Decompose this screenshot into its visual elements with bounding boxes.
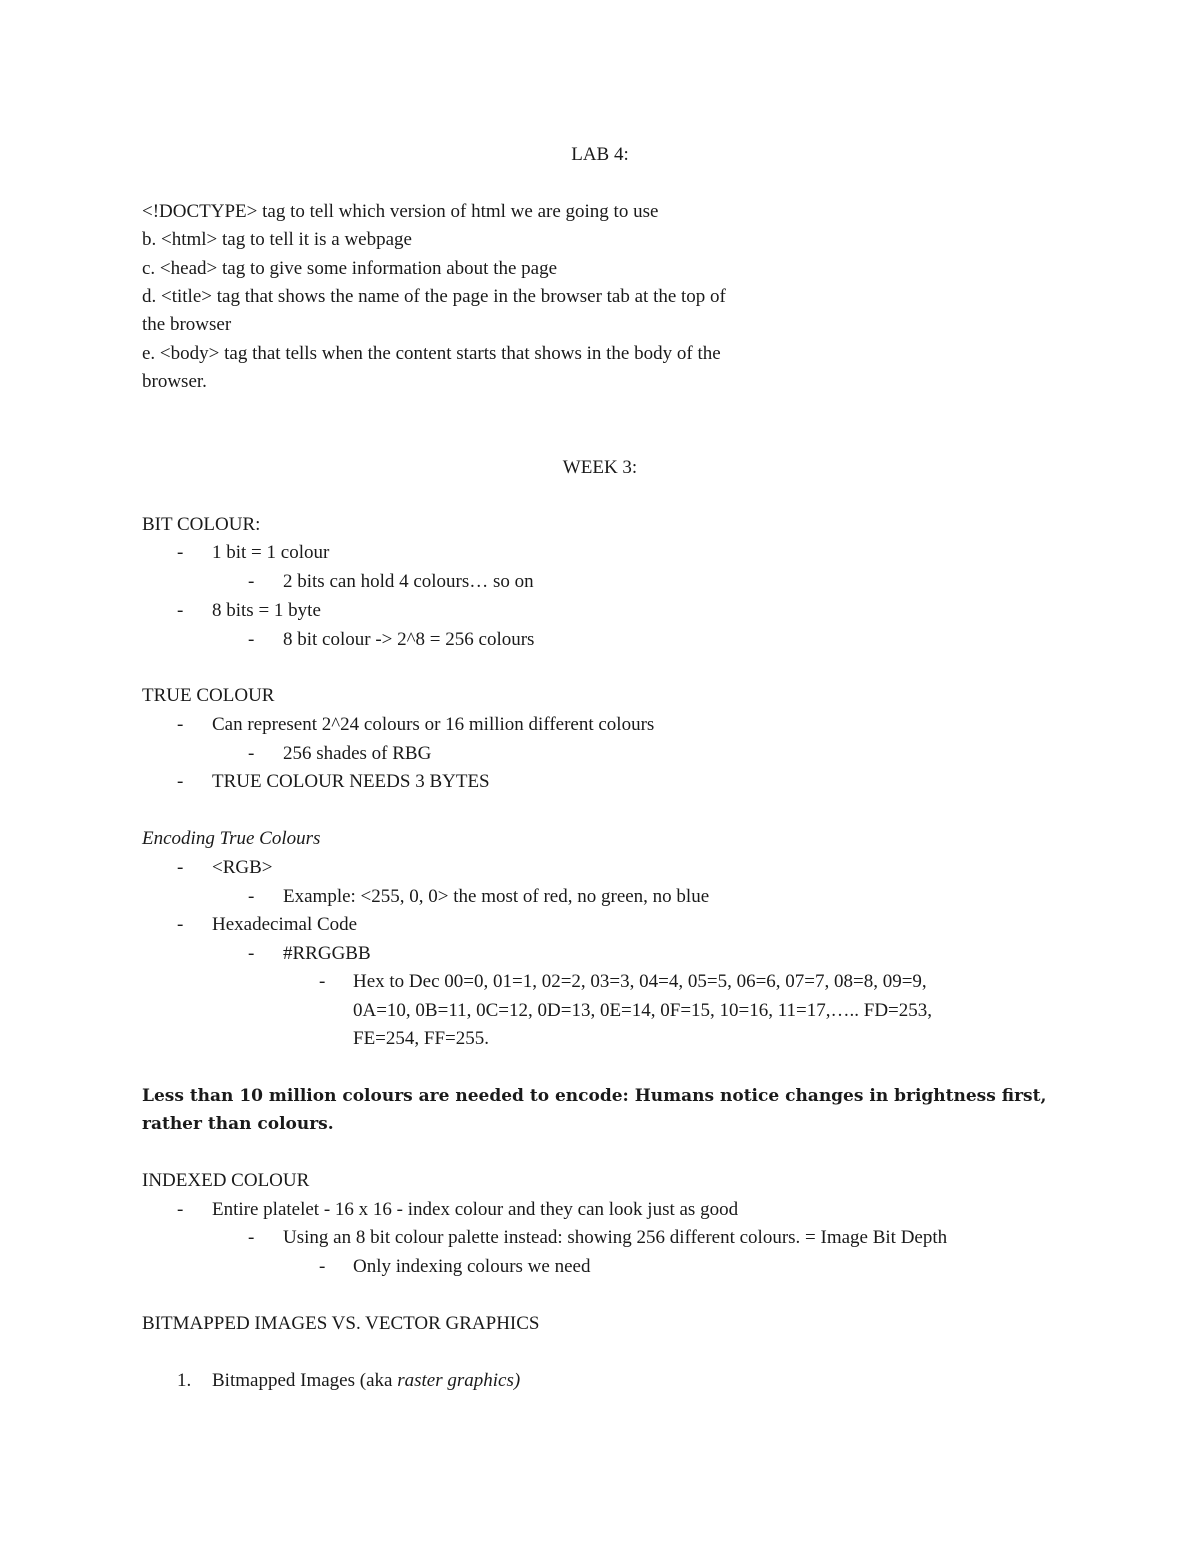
lab4-line-title: d. <title> tag that shows the name of the page in the browser tab at the top of	[142, 286, 726, 307]
list-item-text: 2 bits can hold 4 colours… so on	[283, 571, 534, 592]
bullet-dash: -	[177, 600, 184, 621]
bold-note-line-1: Less than 10 million colours are needed to encode: Humans notice changes in brightness first,	[142, 1086, 1047, 1106]
list-item-text: #RRGGBB	[283, 943, 371, 964]
list-item-text: 8 bit colour -> 2^8 = 256 colours	[283, 629, 535, 650]
bullet-dash: -	[177, 542, 184, 563]
bullet-dash: -	[177, 771, 184, 792]
item-italic-text: raster graphics)	[397, 1370, 521, 1391]
bullet-dash: -	[248, 629, 255, 650]
encoding-heading: Encoding True Colours	[142, 828, 321, 849]
bullet-dash: -	[248, 886, 255, 907]
list-item-text: Using an 8 bit colour palette instead: showing 256 different colours. = Image Bit Depth	[283, 1227, 948, 1248]
true-colour-heading: TRUE COLOUR	[142, 685, 275, 706]
bullet-dash: -	[177, 857, 184, 878]
lab4-line-title-cont: the browser	[142, 314, 232, 335]
bullet-dash: -	[319, 971, 326, 992]
bullet-dash: -	[248, 571, 255, 592]
bullet-dash: -	[319, 1256, 326, 1277]
lab4-line-body-cont: browser.	[142, 371, 207, 392]
hex-line: FE=254, FF=255.	[353, 1028, 489, 1049]
item-plain-text: Bitmapped Images (aka	[212, 1370, 398, 1391]
lab4-line-doctype: <!DOCTYPE> tag to tell which version of html we are going to use	[142, 201, 659, 222]
lab4-title: LAB 4:	[571, 144, 629, 165]
bit-colour-heading: BIT COLOUR:	[142, 514, 261, 535]
hex-line: 0A=10, 0B=11, 0C=12, 0D=13, 0E=14, 0F=15, 10=16, 11=17,….. FD=253,	[353, 1000, 933, 1021]
week3-title: WEEK 3:	[562, 457, 638, 478]
bold-note-line-2: rather than colours.	[142, 1114, 334, 1134]
list-item-text: Hexadecimal Code	[212, 914, 358, 935]
bitmapped-heading: BITMAPPED IMAGES VS. VECTOR GRAPHICS	[142, 1313, 540, 1334]
list-item-text: 8 bits = 1 byte	[212, 600, 321, 621]
list-item-text: 1 bit = 1 colour	[212, 542, 330, 563]
bullet-dash: -	[248, 943, 255, 964]
lab4-line-html: b. <html> tag to tell it is a webpage	[142, 229, 412, 250]
bullet-dash: -	[177, 714, 184, 735]
list-item-text: <RGB>	[212, 857, 273, 878]
list-item-text: Entire platelet - 16 x 16 - index colour and they can look just as good	[212, 1199, 739, 1220]
list-number: 1.	[177, 1370, 192, 1391]
lab4-line-head: c. <head> tag to give some information about the page	[142, 258, 558, 279]
list-item-text: Example: <255, 0, 0> the most of red, no green, no blue	[283, 886, 710, 907]
list-item-text	[212, 1369, 520, 1393]
list-item-text: Can represent 2^24 colours or 16 million different colours	[212, 714, 655, 735]
bullet-dash: -	[177, 1199, 184, 1220]
indexed-colour-heading: INDEXED COLOUR	[142, 1170, 310, 1191]
bullet-dash: -	[248, 1227, 255, 1248]
bullet-dash: -	[248, 743, 255, 764]
list-item-text: Only indexing colours we need	[353, 1256, 591, 1277]
lab4-line-body: e. <body> tag that tells when the content starts that shows in the body of the	[142, 343, 721, 364]
list-item-text: 256 shades of RBG	[283, 743, 432, 764]
hex-line: Hex to Dec 00=0, 01=1, 02=2, 03=3, 04=4, 05=5, 06=6, 07=7, 08=8, 09=9,	[353, 971, 927, 992]
bullet-dash: -	[177, 914, 184, 935]
list-item-text: TRUE COLOUR NEEDS 3 BYTES	[212, 771, 490, 792]
